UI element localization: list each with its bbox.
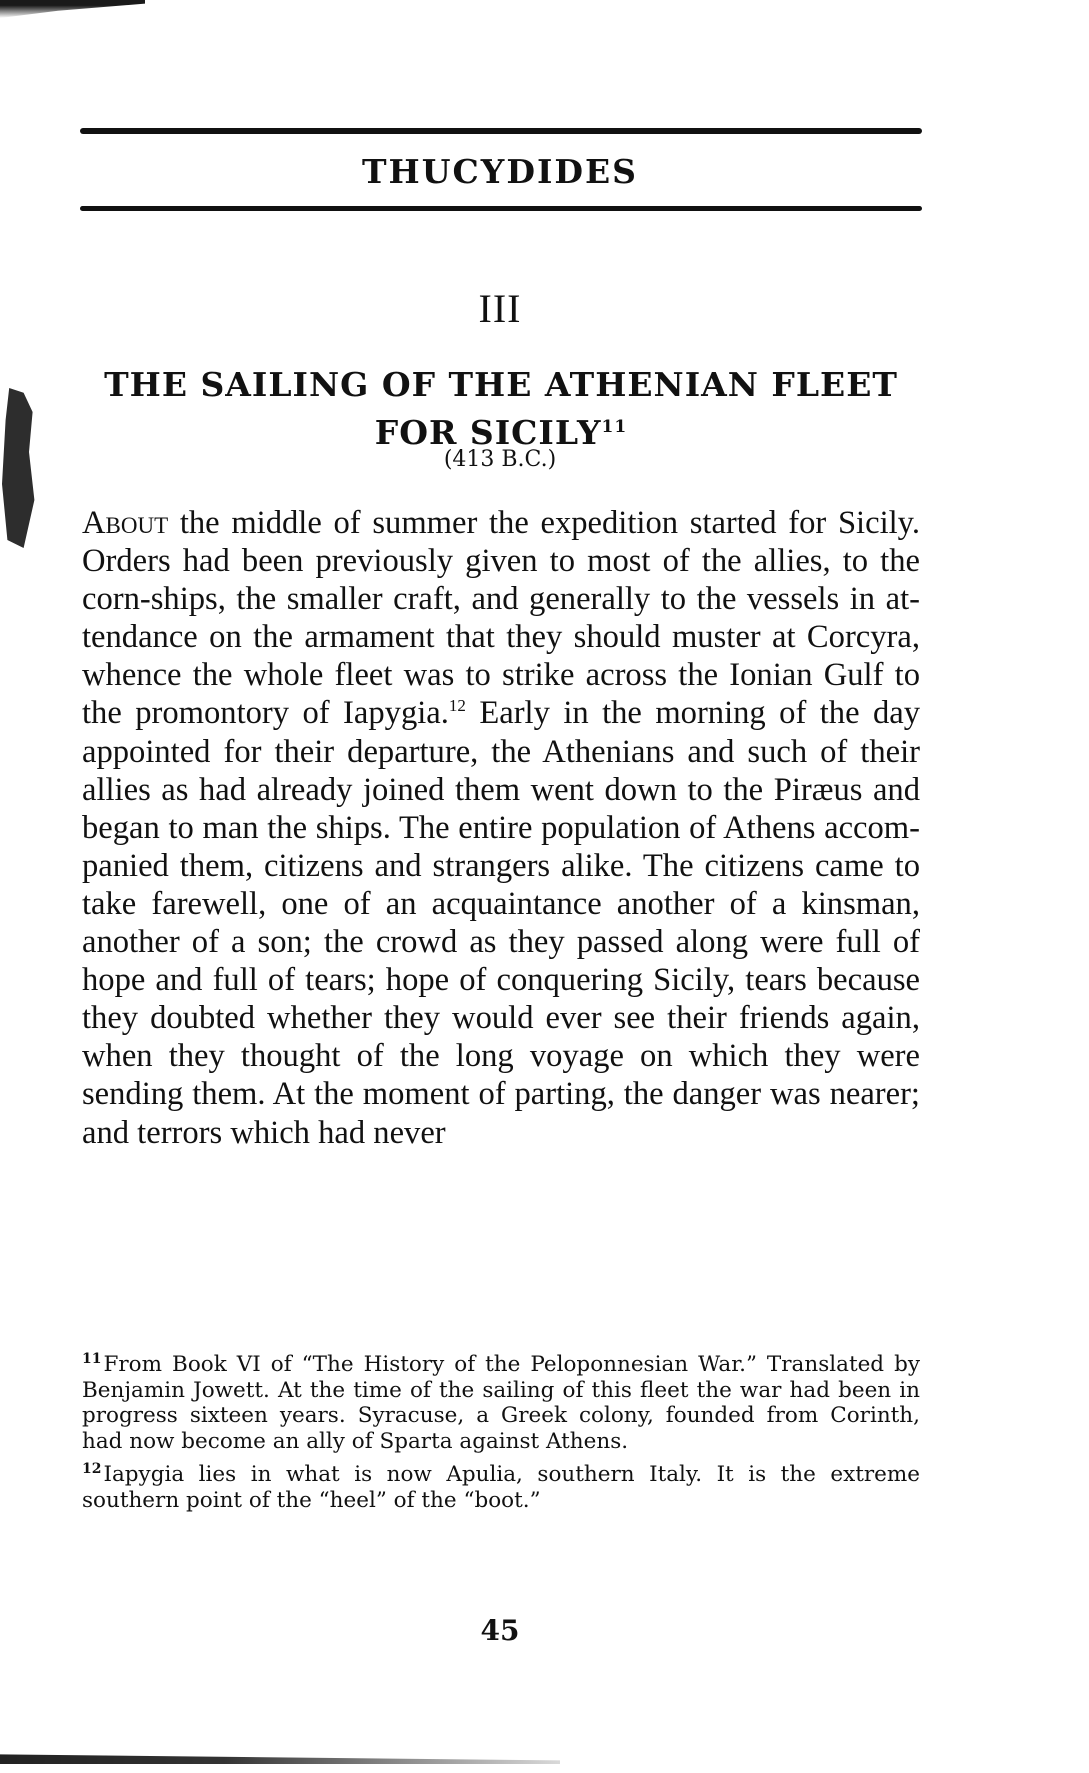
scan-artifact-bottom — [0, 1752, 560, 1764]
running-head: THUCYDIDES — [362, 152, 638, 191]
chapter-title — [80, 364, 922, 454]
chapter-number: III — [478, 286, 522, 331]
footnotes — [82, 1352, 920, 1521]
chapter-title-text: THE SAILING OF THE ATHENIAN FLEET FOR SICILY — [104, 365, 898, 452]
body-text-part1: the middle of summer the expedition started for Sicily. Orders had been previously given to most of the allies, to the corn-ships, the smaller craft, and generally to the vessels in attendance on the armament that they should muster at Corcyra, whence the whole fleet was to strike across the Ionian Gulf to the promontory of Iapygia. — [82, 505, 920, 732]
page-number: 45 — [480, 1614, 520, 1647]
body-text-part2: Early in the morning of the day appointed for their departure, the Athenians and such of their allies as had already joined them went down to the Piræus and began to man the ships. The entire population of Athens accompanied them, citizens and strangers alike. The citizens came to take farewell, one of an acquaintance another of a kinsman, another of a son; the crowd as they passed along were full of hope and full of tears; hope of conquering Sicily, tears because they doubted whether they would ever see their friends again, when they thought of the long voyage on which they were sending them. At the moment of parting, the danger was nearer; and terrors which had never — [82, 695, 921, 1151]
running-head-rule-top — [80, 128, 922, 134]
footnote-11 — [82, 1352, 920, 1454]
chapter-date: (413 B.C.) — [443, 447, 557, 472]
footnote-text: From Book VI of “The History of the Peloponnesian War.” Translated by Benjamin Jowett. At the time of the sailing of this fleet the war had been in progress sixteen years. Syracuse, a Greek colony, founded from Corinth, had now become an ally of Sparta against Athens. — [82, 1352, 920, 1454]
footnote-12 — [82, 1462, 920, 1513]
opening-word: About — [82, 505, 169, 541]
scan-artifact-corner — [0, 0, 145, 18]
footnote-number: 12 — [82, 1460, 102, 1477]
body-paragraph — [82, 504, 920, 1152]
running-head-rule-bottom — [80, 206, 922, 211]
footnote-text: Iapygia lies in what is now Apulia, southern Italy. It is the extreme southern point of the “heel” of the “boot.” — [82, 1462, 920, 1513]
footnote-ref-12[interactable]: 12 — [448, 696, 466, 716]
footnote-ref-11[interactable]: 11 — [601, 417, 628, 437]
footnote-number: 11 — [82, 1350, 102, 1367]
